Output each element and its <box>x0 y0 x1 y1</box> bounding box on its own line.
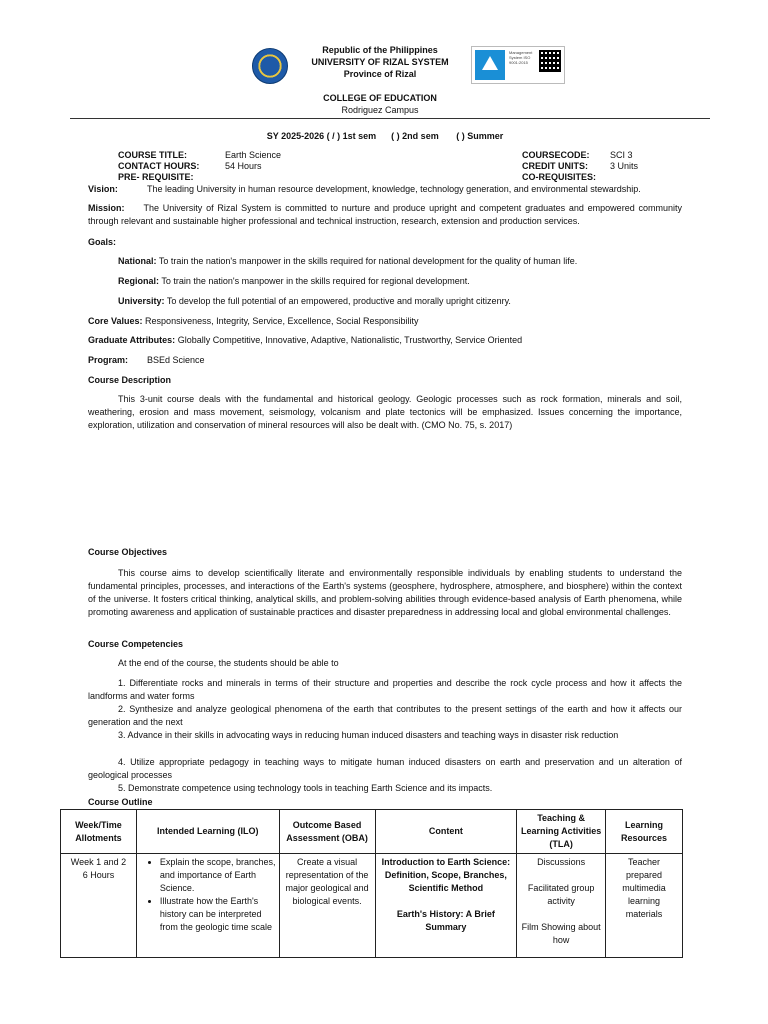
header-line1: Republic of the Philippines <box>322 45 438 55</box>
vision-text: The leading University in human resource development, knowledge, technology generation, and environmental stewardship. <box>147 184 641 194</box>
campus-name: Rodriguez Campus <box>341 105 419 115</box>
header-line2: UNIVERSITY OF RIZAL SYSTEM <box>311 57 449 67</box>
goal-national-text: To train the nation's manpower in the skills required for national development for the quality of human life. <box>158 256 578 266</box>
mission-paragraph <box>88 202 682 228</box>
header-title <box>290 44 470 80</box>
goal-national-label: National: <box>118 256 157 266</box>
ilo-item: • Explain the scope, branches, and importance of Earth Science. <box>160 856 276 895</box>
cell-content <box>375 854 517 958</box>
tla-item-1: Discussions <box>537 857 586 867</box>
goal-regional-text: To train the nation's manpower in the skills required for regional development. <box>161 276 470 286</box>
tla-item-3: Film Showing about how <box>521 922 601 945</box>
ilo-item: • Illustrate how the Earth's history can be interpreted from the geologic time scale <box>160 895 276 934</box>
core-values-label: Core Values: <box>88 316 143 326</box>
tuv-logo-icon <box>475 50 505 80</box>
program-label: Program: <box>88 355 129 365</box>
cell-resources: Teacher prepared multimedia learning materials <box>606 854 683 958</box>
school-year-line: SY 2025-2026 ( / ) 1st sem ( ) 2nd sem ( ) Summer <box>266 131 504 141</box>
mission-label: Mission: <box>88 203 125 213</box>
competency-item: 1. Differentiate rocks and minerals in terms of their structure and properties and describe the rock cycle process and how it affects the landforms and water forms <box>88 678 682 701</box>
graduate-attributes-text: Globally Competitive, Innovative, Adaptive, Nationalistic, Trustworthy, Service Oriented <box>177 335 523 345</box>
header-line3: Province of Rizal <box>343 69 417 79</box>
course-outline-heading: Course Outline <box>88 797 153 807</box>
content-topic-1: Introduction to Earth Science: Definition, Scope, Branches, Scientific Method <box>381 857 511 893</box>
graduate-attributes <box>88 334 688 347</box>
course-objectives-heading: Course Objectives <box>88 547 168 557</box>
table-row <box>61 854 683 958</box>
hours-text: 6 Hours <box>82 870 115 880</box>
course-competencies-heading: Course Competencies <box>88 639 184 649</box>
header-week: Week/Time Allotments <box>61 810 137 854</box>
table-header-row <box>61 810 683 854</box>
header-resources: Learning Resources <box>606 810 683 854</box>
cell-ilo <box>136 854 279 958</box>
header-content: Content <box>375 810 517 854</box>
tla-item-2: Facilitated group activity <box>527 883 595 906</box>
program-text: BSEd Science <box>147 355 205 365</box>
course-description-text: This 3-unit course deals with the fundamental and historical geology. Geologic processes such as rock formation, minerals and soil, weathering, erosion and mass movement, seismology, volcanism and plate tectonics will be emphasized. Issues concerning the importance, exploration, utilization and conservation of mineral resources will also be dealt with. (CMO No. 75, s. 2017) <box>88 394 682 430</box>
graduate-attributes-label: Graduate Attributes: <box>88 335 176 345</box>
header-oba: Outcome Based Assessment (OBA) <box>279 810 375 854</box>
cell-tla <box>517 854 606 958</box>
college-name: COLLEGE OF EDUCATION <box>323 93 437 103</box>
course-outline-table <box>60 809 683 958</box>
course-description-heading: Course Description <box>88 375 172 385</box>
goal-national <box>118 255 698 268</box>
corequisites-label: CO-REQUISITES: <box>522 172 597 182</box>
cell-oba: Create a visual representation of the major geological and biological events. <box>279 854 375 958</box>
goal-regional-label: Regional: <box>118 276 160 286</box>
goal-university <box>118 295 698 308</box>
competency-item: 5. Demonstrate competence using technology tools in teaching Earth Science and its impacts. <box>118 783 493 793</box>
prerequisite-label: PRE- REQUISITE: <box>118 172 194 182</box>
goal-university-label: University: <box>118 296 165 306</box>
header-ilo: Intended Learning (ILO) <box>136 810 279 854</box>
course-code-value: SCI 3 <box>610 150 633 160</box>
qr-code-icon <box>539 50 561 72</box>
iso-certification-logo <box>471 46 565 84</box>
week-text: Week 1 and 2 <box>70 857 127 867</box>
course-title-label: COURSE TITLE: <box>118 150 187 160</box>
cert-text: Management System ISO 9001:2015 <box>509 50 533 65</box>
core-values <box>88 315 688 328</box>
content-topic-2: Earth's History: A Brief Summary <box>396 909 495 932</box>
competencies-intro: At the end of the course, the students should be able to <box>118 658 339 668</box>
header-tla: Teaching & Learning Activities (TLA) <box>517 810 606 854</box>
credit-units-value: 3 Units <box>610 161 639 171</box>
credit-units-label: CREDIT UNITS: <box>522 161 588 171</box>
contact-hours-value: 54 Hours <box>225 161 262 171</box>
vision-label: Vision: <box>88 184 118 194</box>
core-values-text: Responsiveness, Integrity, Service, Excellence, Social Responsibility <box>145 316 419 326</box>
goal-university-text: To develop the full potential of an empowered, productive and morally upright citizenry. <box>166 296 511 306</box>
mission-text: The University of Rizal System is committed to nurture and produce upright and competent graduates and empowered community through relevant and sustainable higher professional and technical instruction, research, extension and production services. <box>88 203 682 226</box>
header-divider <box>70 118 710 119</box>
university-seal-logo <box>252 48 288 84</box>
course-code-label: COURSECODE: <box>522 150 590 160</box>
competency-item: 3. Advance in their skills in advocating ways in reducing human induced disasters and teaching ways in disaster risk reduction <box>118 730 619 740</box>
goals-label: Goals: <box>88 237 117 247</box>
course-objectives-text: This course aims to develop scientifically literate and environmentally responsible individuals by enabling students to understand the fundamental principles, processes, and interactions of the Earth's systems (geosphere, hydrosphere, atmosphere, and biosphere) within the context of the universe. It fosters critical thinking, analytical skills, and problem-solving abilities through evidence-based analysis of Earth phenomena, while promoting awareness and application of sustainable practices and disaster preparedness in addressing local and global environmental challenges. <box>88 568 682 617</box>
cell-week <box>61 854 137 958</box>
course-title-value: Earth Science <box>225 150 282 160</box>
competency-item: 2. Synthesize and analyze geological phenomena of the earth that contributes to the present settings of the earth and how it affects our generation and the next <box>88 704 682 727</box>
contact-hours-label: CONTACT HOURS: <box>118 161 200 171</box>
goal-regional <box>118 275 698 288</box>
competency-item: 4. Utilize appropriate pedagogy in teaching ways to mitigate human induced disasters on earth and preservation and un alteration of geological processes <box>88 757 682 780</box>
